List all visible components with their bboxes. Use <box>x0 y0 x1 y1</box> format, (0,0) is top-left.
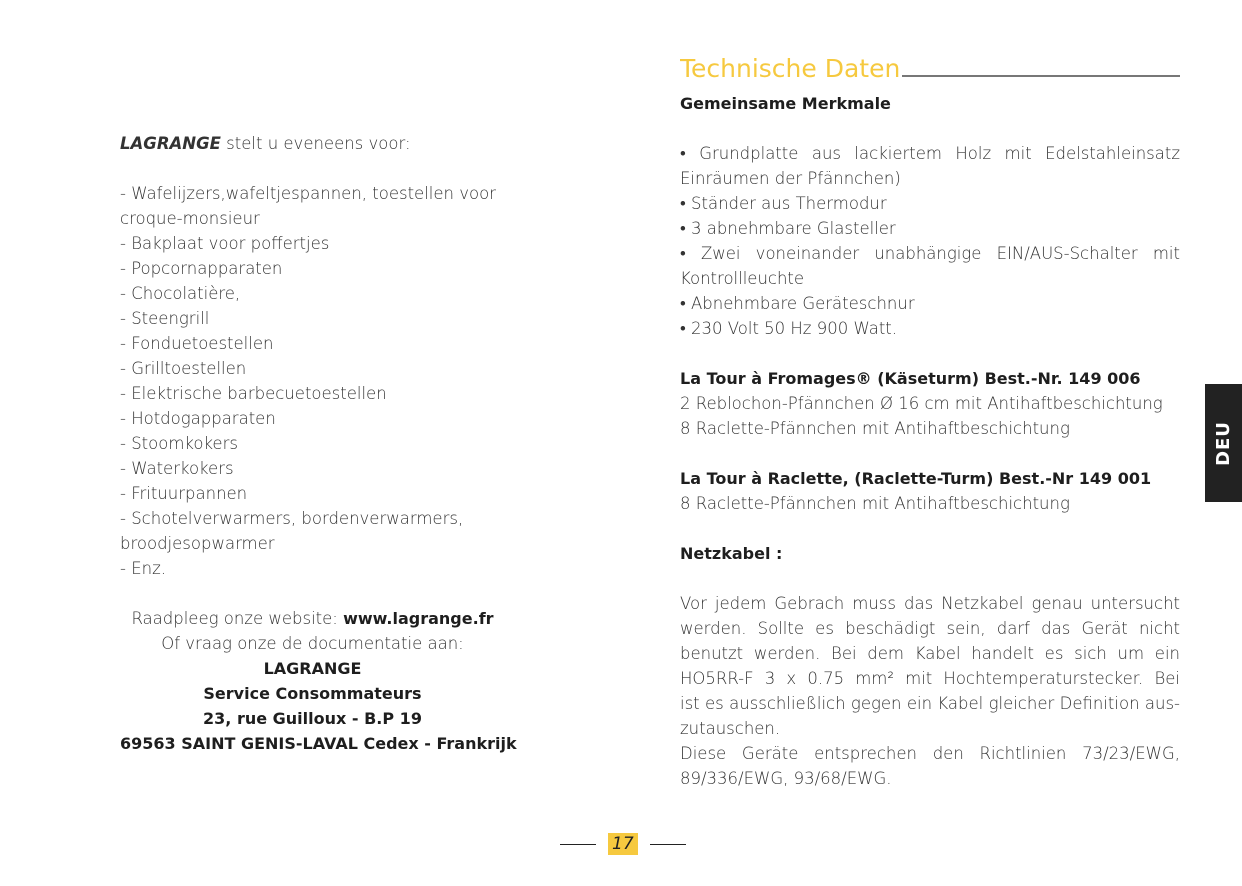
address-block <box>120 631 517 756</box>
text-line: • Grundplatte aus lackiertem Holz mit Edelstahleinsatz <box>680 144 1180 163</box>
intro-line <box>120 131 505 156</box>
website-line <box>120 606 505 631</box>
blank-line <box>120 156 505 181</box>
blank-line <box>680 566 1180 591</box>
blank-line <box>680 341 1180 366</box>
text-line: La Tour à Raclette, (Raclette-Turm) Best.-Nr 149 001 <box>680 469 1152 488</box>
address-line: LAGRANGE <box>263 659 362 678</box>
list-item: - Stoomkokers <box>120 434 238 453</box>
text-line: La Tour à Fromages® (Käseturm) Best.-Nr. 149 006 <box>680 369 1141 388</box>
list-item: - Popcornapparaten <box>120 259 283 278</box>
blank-line <box>680 441 1180 466</box>
text-line: 89/336/EWG, 93/68/EWG. <box>680 769 892 788</box>
text-line: Netzkabel : <box>680 544 783 563</box>
text-line: • 3 abnehmbare Glasteller <box>680 219 896 238</box>
website-prefix: Raadpleeg onze website: <box>131 609 344 628</box>
blank-line <box>120 581 505 606</box>
text-line: • Abnehmbare Geräteschnur <box>680 294 915 313</box>
address-line: 69563 SAINT GENIS-LAVAL Cedex - Frankrijk <box>120 734 517 753</box>
text-line: Gemeinsame Merkmale <box>680 94 891 113</box>
list-item: - Chocolatière, <box>120 284 241 303</box>
list-item: - Schotelverwarmers, bordenverwarmers, <box>120 509 464 528</box>
text-line: Diese Geräte entsprechen den Richtlinien 73/23/EWG, <box>680 744 1180 763</box>
text-line: HO5RR-F 3 x 0.75 mm² mit Hochtemperaturstecker. Bei <box>680 669 1180 688</box>
page-number <box>560 833 686 855</box>
blank-line <box>680 116 1180 141</box>
list-item: - Hotdogapparaten <box>120 409 276 428</box>
list-item: broodjesopwarmer <box>120 534 275 553</box>
address-line: Service Consommateurs <box>203 684 422 703</box>
list-item: - Enz. <box>120 559 166 578</box>
divider <box>650 844 686 845</box>
brand-name: LAGRANGE <box>120 134 221 153</box>
left-column <box>120 131 517 756</box>
address-line: Of vraag onze de documentatie aan: <box>161 634 464 653</box>
list-item: - Wafelijzers,wafeltjespannen, toestellen voor <box>120 184 496 203</box>
text-line: • Zwei voneinander unabhängige EIN/AUS-Schalter mit <box>680 244 1180 263</box>
intro-text: stelt u eveneens voor: <box>220 134 411 153</box>
website-link[interactable]: www.lagrange.fr <box>343 609 494 628</box>
list-item: - Elektrische barbecuetoestellen <box>120 384 387 403</box>
page-number-text: 17 <box>608 833 638 855</box>
list-item: - Grilltoestellen <box>120 359 247 378</box>
product-list <box>120 156 505 606</box>
text-line: Einräumen der Pfännchen) <box>680 169 901 188</box>
text-line: 8 Raclette-Pfännchen mit Antihaftbeschichtung <box>680 419 1070 438</box>
text-line: • Ständer aus Thermodur <box>680 194 887 213</box>
text-line: benutzt werden. Bei dem Kabel handelt es sich um ein <box>680 644 1180 663</box>
text-line: zutauschen. <box>680 719 781 738</box>
text-line: Kontrollleuchte <box>680 269 805 288</box>
text-line: • 230 Volt 50 Hz 900 Watt. <box>680 319 898 338</box>
language-tab-label: DEU <box>1213 420 1235 466</box>
list-item: - Bakplaat voor poffertjes <box>120 234 330 253</box>
text-line: ist es ausschließlich gegen ein Kabel gleicher Definition aus- <box>680 694 1180 713</box>
list-item: - Frituurpannen <box>120 484 248 503</box>
title-rule <box>902 75 1180 77</box>
blank-line <box>680 516 1180 541</box>
divider <box>560 844 596 845</box>
list-item: - Steengrill <box>120 309 210 328</box>
text-line: 8 Raclette-Pfännchen mit Antihaftbeschichtung <box>680 494 1070 513</box>
right-column <box>680 91 1180 791</box>
text-line: Vor jedem Gebrach muss das Netzkabel genau untersucht <box>680 594 1180 613</box>
section-title <box>680 54 1180 83</box>
address-line: 23, rue Guilloux - B.P 19 <box>203 709 422 728</box>
list-item: - Waterkokers <box>120 459 234 478</box>
text-line: werden. Sollte es beschädigt sein, darf das Gerät nicht <box>680 619 1180 638</box>
section-title-text: Technische Daten <box>680 54 901 83</box>
language-tab <box>1205 384 1242 502</box>
list-item: croque-monsieur <box>120 209 260 228</box>
text-line: 2 Reblochon-Pfännchen Ø 16 cm mit Antihaftbeschichtung <box>680 394 1163 413</box>
list-item: - Fonduetoestellen <box>120 334 274 353</box>
